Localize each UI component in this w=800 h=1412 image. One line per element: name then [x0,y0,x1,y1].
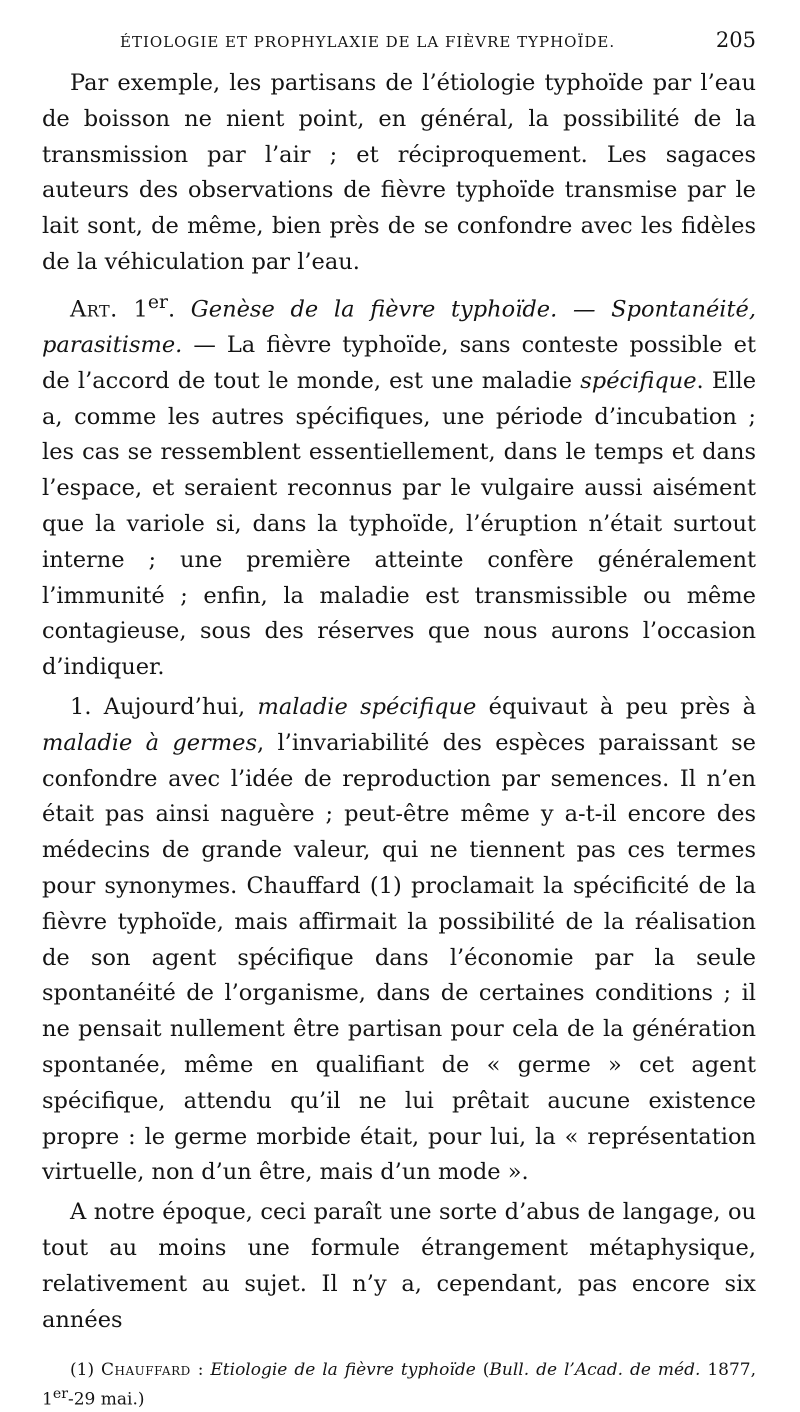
footnote-work-title: Etiologie de la fièvre typhoïde [210,1360,476,1381]
article-label: Art. [70,296,118,323]
paragraph-intro: Par exemple, les partisans de l’étiologie typhoïde par l’eau de boisson ne nient point, en général, la possibilité de la transmission par l’air ; et réciproquement. Les sagaces auteurs des observations de fièvre typhoïde transmise par le lait sont, de même, bien près de se confondre avec les fidèles de la véhiculation par l’eau. [42,70,756,275]
section-text-b: équivaut à peu près à [476,694,756,721]
footnote-journal: Bull. de l’Acad. de méd. [489,1360,701,1381]
book-page [42,28,756,1412]
footnote-marker: (1) [70,1360,102,1381]
article-number-suffix: er [147,291,168,313]
article-text-a: — La fièvre typhoïde, sans conteste possible et de l’accord de tout le monde, est une maladie [42,332,756,394]
paragraph-section-1 [42,690,756,1191]
footnote-text-c: -29 mai.) [67,1390,145,1411]
section-text-c: , l’invariabilité des espèces paraissant se confondre avec l’idée de reproduction par semences. Il n’en était pas ainsi naguère ; peut-être même y a-t-il encore des médecins de grande valeur, qui ne tiennent pas ces termes pour synonymes. Chauffard (1) proclamait la spécificité de la fièvre typhoïde, mais affirmait la possibilité de la réalisation de son agent spécifique dans l’économie par la seule spontanéité de l’organisme, dans de certaines conditions ; il ne pensait nullement être partisan pour cela de la génération spontanée, même en qualifiant de « germe » cet agent spécifique, attendu qu’il ne lui prêtait aucune existence propre : le germe morbide était, pour lui, la « représentation virtuelle, non d’un être, mais d’un mode ». [42,729,756,1186]
article-italic-specifique: spécifique [580,367,697,394]
section-italic-maladie-a-germes: maladie à germes [42,729,257,756]
paragraph-closing: A notre époque, ceci paraît une sorte d’abus de langage, ou tout au moins une formule étrangement métaphysique, relativement au sujet. Il n’y a, cependant, pas encore six années [42,1199,756,1333]
section-italic-maladie-specifique: maladie spécifique [257,694,477,721]
footnote-text-b: 1877, 1 [42,1360,757,1411]
footnote-author: Chauffard [101,1360,191,1381]
page-number: 205 [715,28,756,52]
article-number: 1 [133,296,148,323]
paragraph-article-1: Art. 1er. Genèse de la fièvre typhoïde. — Spontanéité, parasitisme. — La fièvre typhoïde, sans conteste possible et de l’accord de tout le monde, est une maladie spécifique. Elle a, comme les autres spécifiques, une période d’incubation ; les cas se ressemblent essentiellement, dans le temps et dans l’espace, et seraient reconnus par le vulgaire aussi aisément que la variole si, dans la typhoïde, l’éruption n’était surtout interne ; une première atteinte confère généralement l’immunité ; enfin, la maladie est transmissible ou même contagieuse, sous des réserves que nous aurons l’occasion d’indiquer. [42,291,757,681]
article-title: Genèse de la fièvre typhoïde. — Spontanéité, parasitisme. [42,296,756,359]
running-head [42,28,756,66]
footnote [42,1358,756,1412]
footnote-spacer [42,1338,756,1358]
footnote-text-a: ( [475,1360,490,1381]
footnote-sep: : [190,1360,211,1381]
section-text-a: 1. Aujourd’hui, [70,694,258,721]
footnote-date-suffix: er [52,1386,68,1403]
running-title: ÉTIOLOGIE ET PROPHYLAXIE DE LA FIÈVRE TYPHOÏDE. [120,33,616,51]
article-text-b: . Elle a, comme les autres spécifiques, une période d’incubation ; les cas se ressemblent essentiellement, dans le temps et dans l’espace, et seraient reconnus par le vulgaire aussi aisément que la variole si, dans la typhoïde, l’éruption n’était surtout interne ; une première atteinte confère généralement l’immunité ; enfin, la maladie est transmissible ou même contagieuse, sous des réserves que nous aurons l’occasion d’indiquer. [42,367,757,681]
